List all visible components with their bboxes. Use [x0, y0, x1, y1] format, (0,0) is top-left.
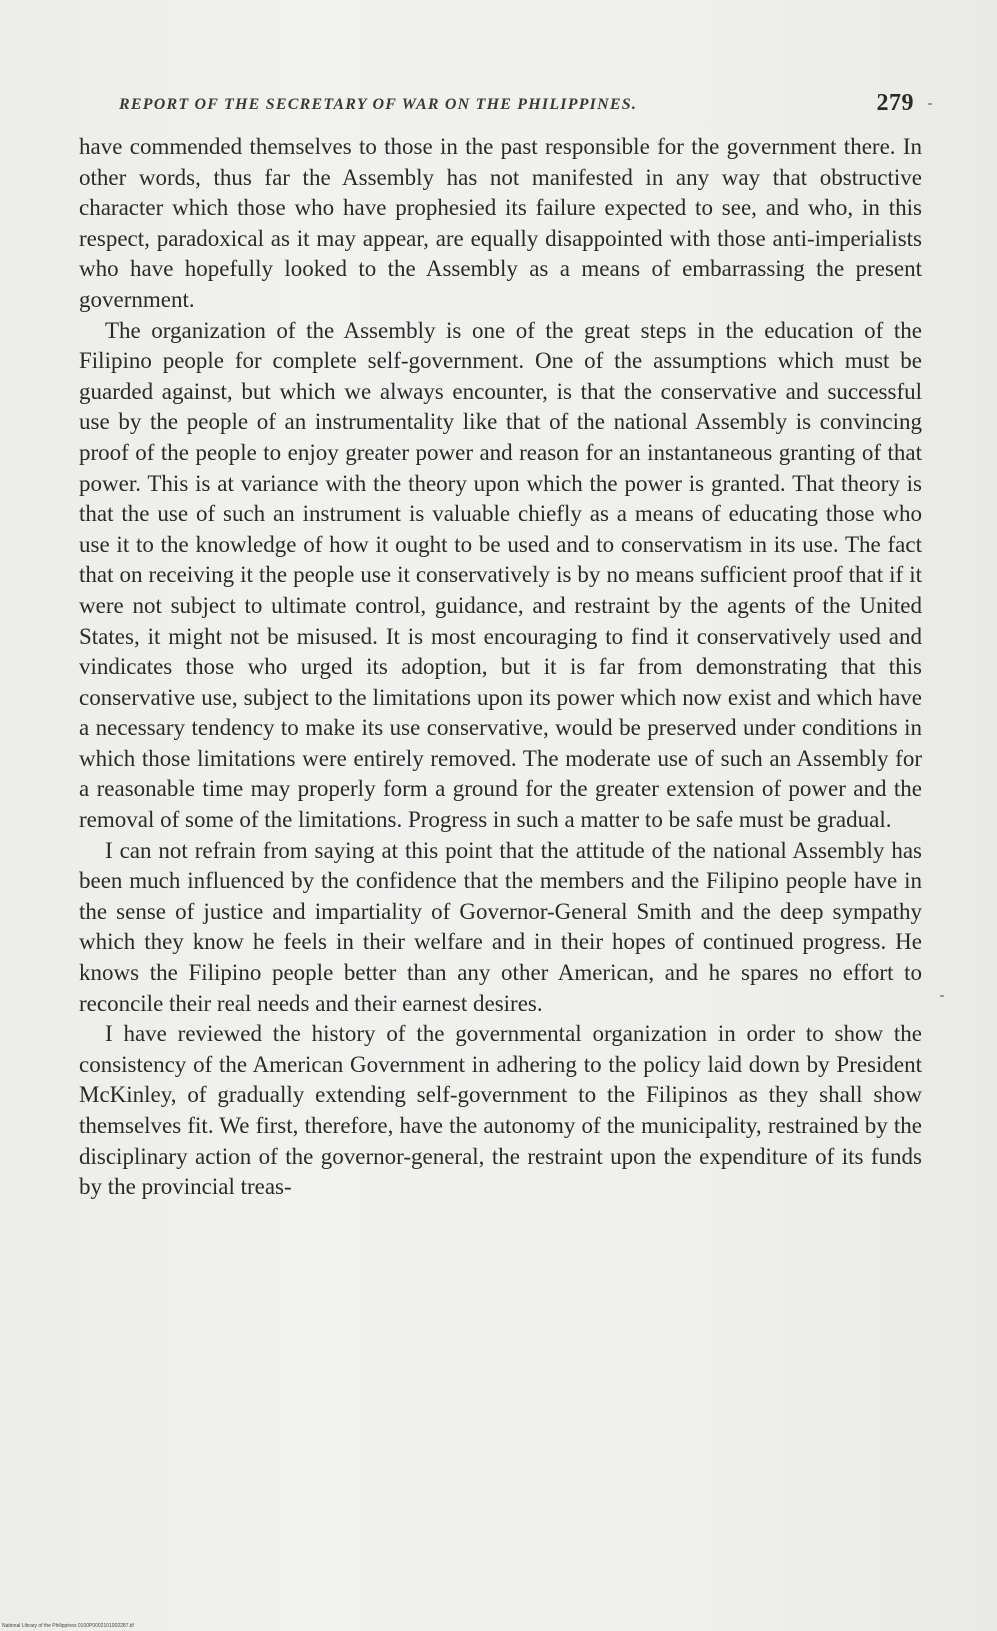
scan-caption: National Library of the Philippines 0100P0002101002287.tif: [2, 1623, 134, 1629]
paragraph-3: I can not refrain from saying at this point that the attitude of the national Assembly has been much influenced by the confidence that the members and the Filipino people have in the sense of justice and impartiality of Governor-General Smith and the deep sympathy which they know he feels in their welfare and in their hopes of continued progress. He knows the Filipino people better than any other American, and he spares no effort to reconcile their real needs and their earnest desires.: [79, 837, 922, 1016]
page-number: 279: [876, 90, 914, 116]
paragraph-2: The organization of the Assembly is one of the great steps in the education of the Filipino people for complete self-government. One of the assumptions which must be guarded against, but which we always encounter, is that the conservative and successful use by the people of an instrumentality like that of the national Assembly is convincing proof of the people to enjoy greater power and reason for an instantaneous granting of that power. This is at variance with the theory upon which the power is granted. That theory is that the use of such an instrument is valuable chiefly as a means of educating those who use it to the knowledge of how it ought to be used and to conservatism in its use. The fact that on receiving it the people use it conservatively is by no means sufficient proof that if it were not subject to ultimate control, guidance, and restraint by the agents of the United States, it might not be misused. It is most encouraging to find it conservatively used and vindicates those who urged its adoption, but it is far from demonstrating that this conservative use, subject to the limitations upon its power which now exist and which have a necessary tendency to make its use conservative, would be preserved under conditions in which those limitations were entirely removed. The moderate use of such an Assembly for a reasonable time may properly form a ground for the greater extension of power and the removal of some of the limitations. Progress in such a matter to be safe must be gradual.: [79, 317, 922, 833]
paragraph-1: have commended themselves to those in the past responsible for the government there. In other words, thus far the Assembly has not manifested in any way that obstructive character which those who have prophesied its failure expected to see, and who, in this respect, paradoxical as it may appear, are equally disappointed with those anti-imperialists who have hopefully looked to the Assembly as a means of embarrassing the present government.: [79, 134, 922, 312]
running-header: [79, 90, 922, 130]
page-body: [79, 90, 922, 1203]
margin-speck: [940, 995, 944, 997]
paragraph-4: I have reviewed the history of the governmental organization in order to show the consistency of the American Government in adhering to the policy laid down by President McKinley, of gradually extending self-government to the Filipinos as they shall show themselves fit. We first, therefore, have the autonomy of the municipality, restrained by the disciplinary action of the governor-general, the restraint upon the expenditure of its funds by the provincial treas-: [79, 1021, 922, 1200]
margin-speck: [928, 103, 932, 105]
running-title: REPORT OF THE SECRETARY OF WAR ON THE PHILIPPINES.: [119, 96, 638, 113]
